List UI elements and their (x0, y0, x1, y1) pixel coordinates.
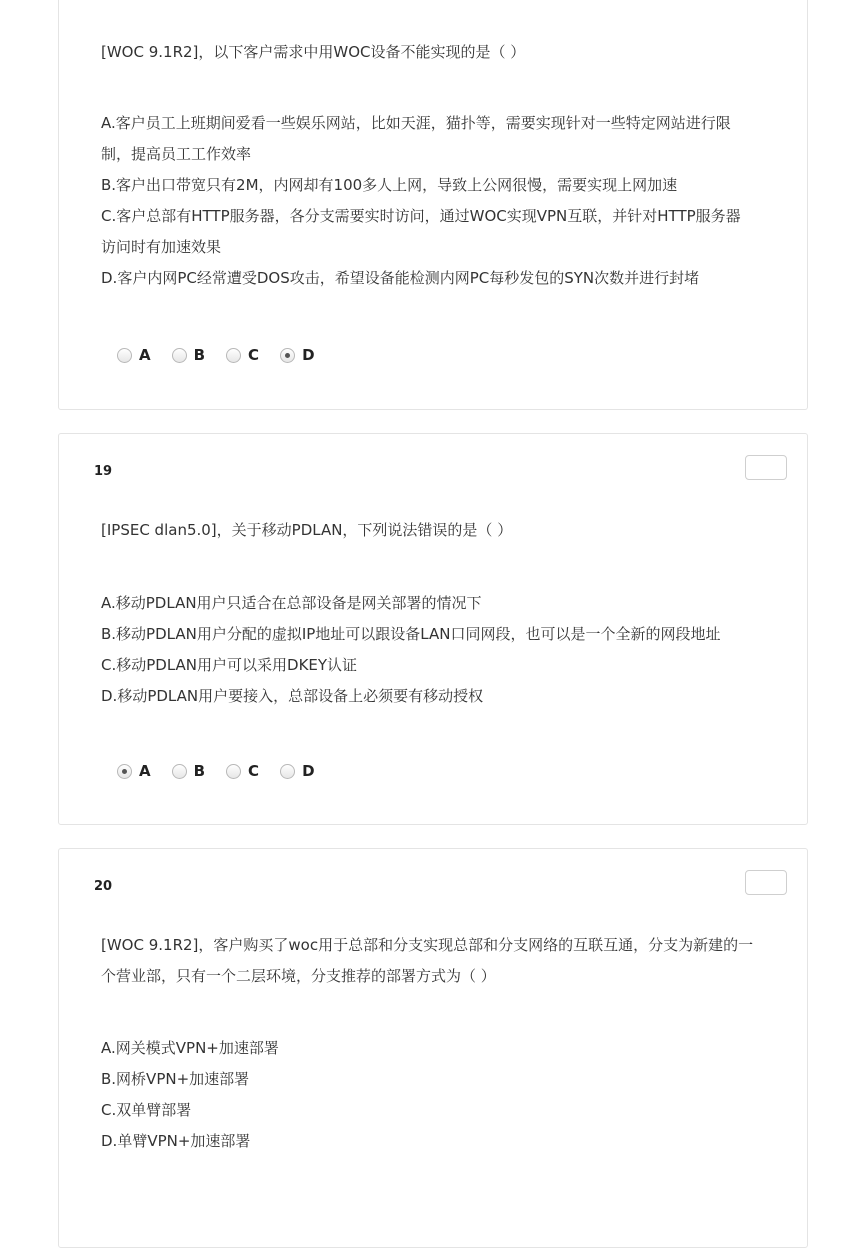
option-list (101, 108, 771, 294)
radio-label: C (248, 346, 260, 364)
stem-line: [IPSEC dlan5.0]，关于移动PDLAN，下列说法错误的是（ ） (101, 521, 513, 539)
radio-label: C (248, 762, 260, 780)
option-text: B.网桥VPN+加速部署 (101, 1070, 250, 1088)
answer-option-c[interactable] (226, 762, 259, 780)
question-card (58, 848, 808, 1248)
radio-button[interactable] (172, 348, 187, 363)
question-stem (101, 515, 771, 546)
score-input[interactable] (745, 455, 787, 480)
answer-option-b[interactable] (172, 762, 205, 780)
option-text: C.客户总部有HTTP服务器，各分支需要实时访问，通过WOC实现VPN互联，并针对HTTP服务器 (101, 207, 741, 225)
radio-label: D (302, 346, 315, 364)
option-text: A.移动PDLAN用户只适合在总部设备是网关部署的情况下 (101, 594, 482, 612)
question-stem (101, 37, 771, 68)
question-number: 19 (94, 464, 113, 479)
option-text: C.移动PDLAN用户可以采用DKEY认证 (101, 656, 358, 674)
radio-button[interactable] (117, 764, 132, 779)
radio-label: A (139, 346, 151, 364)
answer-option-d[interactable] (280, 762, 314, 780)
answer-radio-group (117, 760, 336, 782)
option-list (101, 1033, 771, 1157)
answer-option-d[interactable] (280, 346, 314, 364)
stem-line: 个营业部，只有一个二层环境，分支推荐的部署方式为（ ） (101, 967, 496, 985)
stem-line: [WOC 9.1R2]，以下客户需求中用WOC设备不能实现的是（ ） (101, 43, 526, 61)
option-text: C.双单臂部署 (101, 1101, 192, 1119)
answer-option-c[interactable] (226, 346, 259, 364)
question-card (58, 433, 808, 825)
option-text: 制，提高员工工作效率 (101, 145, 252, 163)
question-card (58, 0, 808, 410)
option-text: B.客户出口带宽只有2M，内网却有100多人上网，导致上公网很慢，需要实现上网加速 (101, 176, 678, 194)
answer-option-a[interactable] (117, 762, 151, 780)
answer-option-a[interactable] (117, 346, 151, 364)
option-text: A.网关模式VPN+加速部署 (101, 1039, 279, 1057)
radio-button[interactable] (117, 348, 132, 363)
answer-radio-group (117, 344, 336, 366)
option-list (101, 588, 771, 712)
radio-label: B (193, 762, 206, 780)
option-text: 访问时有加速效果 (101, 238, 222, 256)
radio-label: D (302, 762, 315, 780)
score-input[interactable] (745, 870, 787, 895)
option-text: D.移动PDLAN用户要接入，总部设备上必须要有移动授权 (101, 687, 484, 705)
radio-label: B (193, 346, 206, 364)
answer-option-b[interactable] (172, 346, 205, 364)
radio-button[interactable] (280, 764, 295, 779)
radio-button[interactable] (226, 764, 241, 779)
radio-button[interactable] (226, 348, 241, 363)
stem-line: [WOC 9.1R2]，客户购买了woc用于总部和分支实现总部和分支网络的互联互通，分支为新建的一 (101, 936, 754, 954)
option-text: D.单臂VPN+加速部署 (101, 1132, 251, 1150)
radio-label: A (139, 762, 151, 780)
radio-button[interactable] (172, 764, 187, 779)
radio-button[interactable] (280, 348, 295, 363)
question-number: 20 (94, 879, 113, 894)
option-text: A.客户员工上班期间爱看一些娱乐网站，比如天涯，猫扑等，需要实现针对一些特定网站进行限 (101, 114, 731, 132)
question-stem (101, 930, 771, 992)
option-text: D.客户内网PC经常遭受DOS攻击，希望设备能检测内网PC每秒发包的SYN次数并进行封堵 (101, 269, 700, 287)
option-text: B.移动PDLAN用户分配的虚拟IP地址可以跟设备LAN口同网段，也可以是一个全新的网段地址 (101, 625, 721, 643)
